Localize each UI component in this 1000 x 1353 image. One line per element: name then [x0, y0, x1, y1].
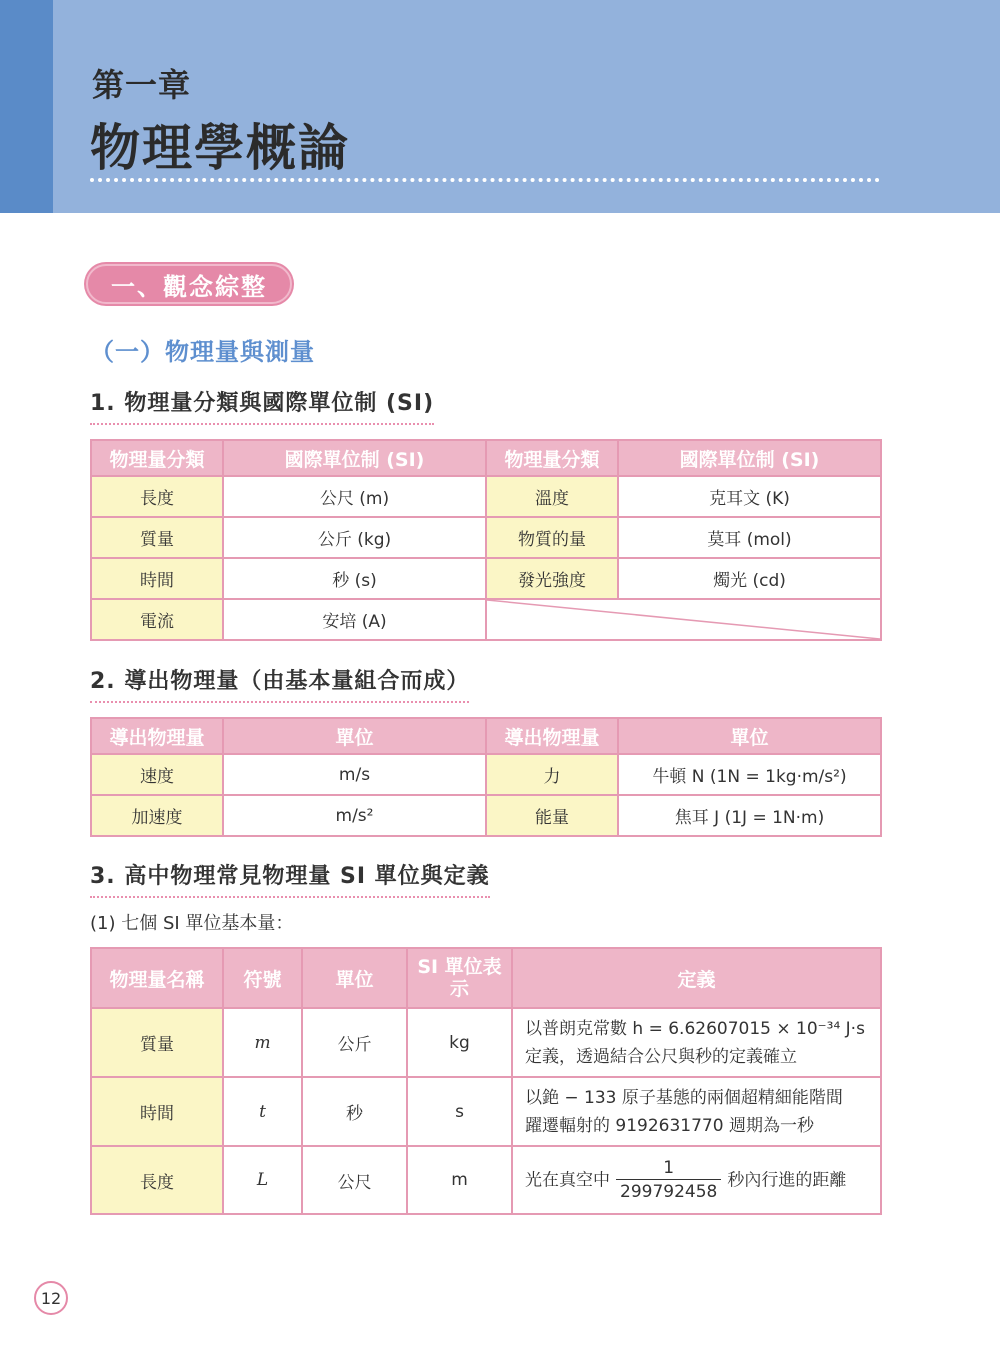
subheading: （一）物理量與測量 — [90, 338, 315, 366]
si-units-table — [90, 439, 882, 641]
table-cell: m/s² — [223, 795, 486, 836]
table-header: 導出物理量 — [486, 718, 618, 754]
table-cell: m — [223, 1008, 302, 1077]
table-header: 物理量分類 — [486, 440, 618, 476]
table-cell: 公尺 — [302, 1146, 407, 1214]
table-cell: 物質的量 — [486, 517, 618, 558]
header-dotted-rule — [90, 178, 880, 182]
definition-line: 躍遷輻射的 9192631770 週期為一秒 — [525, 1115, 814, 1136]
table-cell: 長度 — [91, 1146, 223, 1214]
fraction-denominator: 299792458 — [616, 1179, 721, 1204]
table-header: 符號 — [223, 948, 302, 1008]
table-cell: 秒 (s) — [223, 558, 486, 599]
table-cell: 克耳文 (K) — [618, 476, 881, 517]
table-header: 定義 — [512, 948, 881, 1008]
table-header: 物理量名稱 — [91, 948, 223, 1008]
chapter-label: 第一章 — [92, 66, 192, 104]
definition-line: 以普朗克常數 h = 6.62607015 × 10⁻³⁴ J·s — [525, 1018, 865, 1039]
table-header: 單位 — [618, 718, 881, 754]
table-cell: L — [223, 1146, 302, 1214]
table-cell: 質量 — [91, 1008, 223, 1077]
derived-units-table — [90, 717, 882, 837]
table-cell: kg — [407, 1008, 512, 1077]
table-header: 國際單位制 (SI) — [618, 440, 881, 476]
table-cell: 公斤 — [302, 1008, 407, 1077]
chapter-title: 物理學概論 — [90, 119, 350, 177]
table-header: SI 單位表示 — [407, 948, 512, 1008]
table-cell: 力 — [486, 754, 618, 795]
empty-diagonal-cell — [486, 599, 881, 640]
table-cell: 時間 — [91, 558, 223, 599]
definition-line: 以銫 − 133 原子基態的兩個超精細能階間 — [525, 1087, 843, 1108]
table-cell: 公斤 (kg) — [223, 517, 486, 558]
base-units-table — [90, 947, 882, 1215]
table-cell: 時間 — [91, 1077, 223, 1146]
table-cell: 速度 — [91, 754, 223, 795]
definition-cell — [512, 1077, 881, 1146]
section-title-si: 1. 物理量分類與國際單位制 (SI) — [90, 386, 434, 425]
definition-cell — [512, 1146, 881, 1214]
section-title-base-units: 3. 高中物理常見物理量 SI 單位與定義 — [90, 859, 490, 898]
table-cell: m/s — [223, 754, 486, 795]
base-units-note: (1) 七個 SI 單位基本量： — [90, 913, 294, 934]
table-header: 國際單位制 (SI) — [223, 440, 486, 476]
table-cell: t — [223, 1077, 302, 1146]
table-cell: 安培 (A) — [223, 599, 486, 640]
definition-prefix: 光在真空中 — [525, 1170, 610, 1190]
table-cell: 莫耳 (mol) — [618, 517, 881, 558]
section-title-derived: 2. 導出物理量（由基本量組合而成） — [90, 664, 469, 703]
diagonal-line — [487, 600, 880, 639]
table-cell: m — [407, 1146, 512, 1214]
table-cell: 能量 — [486, 795, 618, 836]
table-cell: 溫度 — [486, 476, 618, 517]
fraction — [616, 1157, 721, 1204]
table-cell: 加速度 — [91, 795, 223, 836]
table-cell: 牛頓 N (1N = 1kg·m/s²) — [618, 754, 881, 795]
table-cell: 燭光 (cd) — [618, 558, 881, 599]
table-cell: 公尺 (m) — [223, 476, 486, 517]
table-cell: 焦耳 J (1J = 1N·m) — [618, 795, 881, 836]
table-header: 單位 — [302, 948, 407, 1008]
page-number: 12 — [34, 1281, 68, 1315]
definition-line: 定義，透過結合公尺與秒的定義確立 — [525, 1046, 797, 1067]
fraction-numerator: 1 — [663, 1157, 675, 1178]
table-cell: 電流 — [91, 599, 223, 640]
table-cell: 質量 — [91, 517, 223, 558]
definition-cell — [512, 1008, 881, 1077]
table-header: 物理量分類 — [91, 440, 223, 476]
table-header: 單位 — [223, 718, 486, 754]
table-cell: 發光強度 — [486, 558, 618, 599]
table-cell: s — [407, 1077, 512, 1146]
header-accent-strip — [0, 0, 53, 213]
definition-suffix: 秒內行進的距離 — [727, 1170, 847, 1190]
table-cell: 長度 — [91, 476, 223, 517]
table-cell: 秒 — [302, 1077, 407, 1146]
table-header: 導出物理量 — [91, 718, 223, 754]
section-pill: 一、觀念綜整 — [86, 264, 292, 304]
